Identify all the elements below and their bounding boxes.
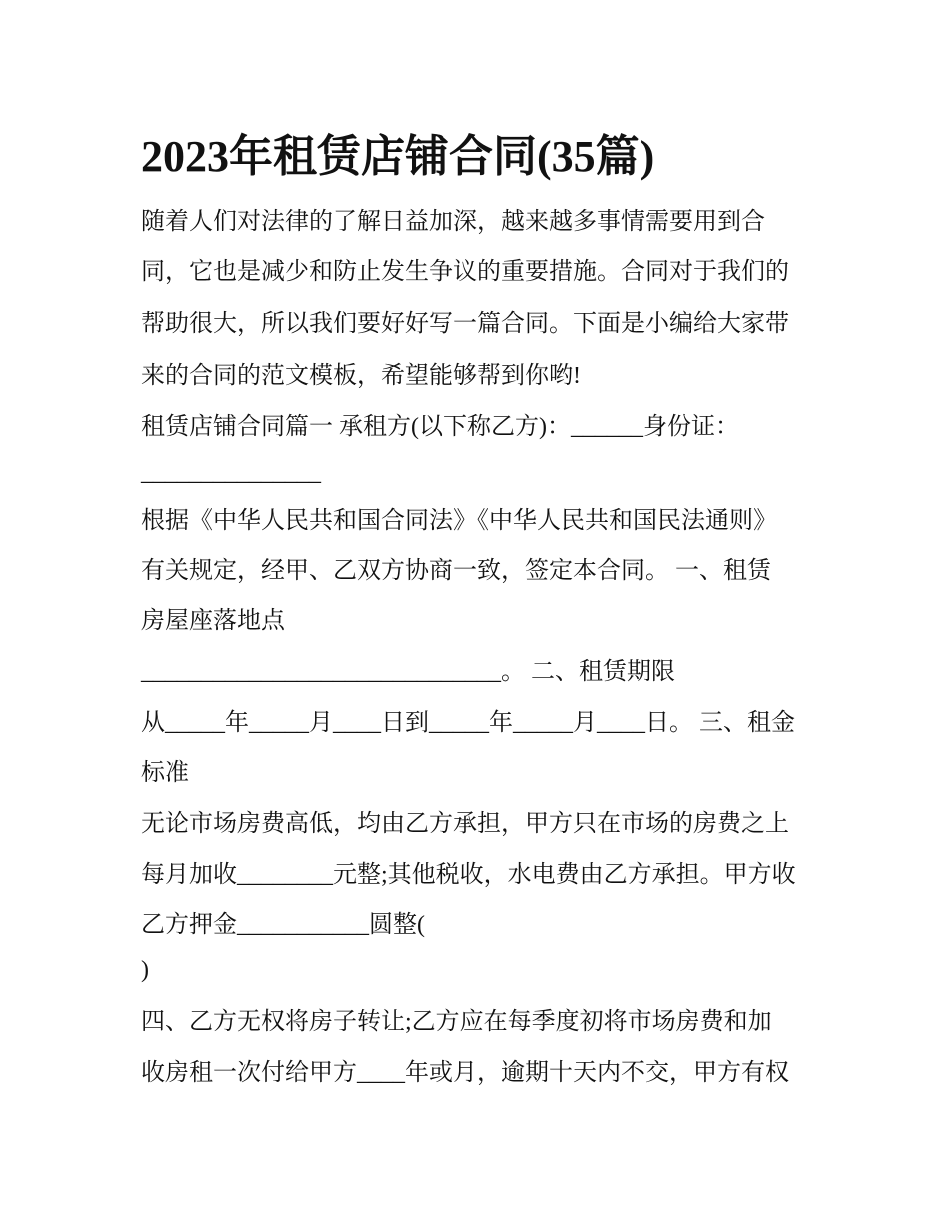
paragraph-line: 同，它也是减少和防止发生争议的重要措施。合同对于我们的 <box>141 259 789 285</box>
paragraph-line: 收房租一次付给甲方____年或月，逾期十天内不交，甲方有权 <box>141 1060 789 1086</box>
paragraph-line: 从_____年_____月____日到_____年_____月____日。 三、租金 <box>141 710 795 736</box>
paragraph-line: ______________________________。 二、租赁期限 <box>141 659 675 685</box>
paragraph-line: ) <box>141 957 149 983</box>
paragraph-line: 帮助很大，所以我们要好好写一篇合同。下面是小编给大家带 <box>141 311 789 337</box>
paragraph-line: 标准 <box>141 760 189 786</box>
paragraph-line: 房屋座落地点 <box>141 608 285 634</box>
paragraph-line: _______________ <box>141 460 321 486</box>
paragraph-line: 四、乙方无权将房子转让;乙方应在每季度初将市场房费和加 <box>141 1009 772 1035</box>
paragraph-line: 随着人们对法律的了解日益加深，越来越多事情需要用到合 <box>141 209 765 235</box>
paragraph-line: 每月加收________元整;其他税收，水电费由乙方承担。甲方收 <box>141 862 796 888</box>
paragraph-line: 根据《中华人民共和国合同法》《中华人民共和国民法通则》 <box>141 508 777 534</box>
paragraph-line: 有关规定，经甲、乙双方协商一致，签定本合同。 一、租赁 <box>141 558 771 584</box>
paragraph-line: 乙方押金___________圆整( <box>141 912 425 938</box>
paragraph-line: 租赁店铺合同篇一 承租方(以下称乙方)：______身份证： <box>141 414 739 440</box>
paragraph-line: 无论市场房费高低，均由乙方承担，甲方只在市场的房费之上 <box>141 811 789 837</box>
paragraph-line: 来的合同的范文模板，希望能够帮到你哟! <box>141 363 581 389</box>
document-title: 2023年租赁店铺合同(35篇) <box>141 132 655 181</box>
